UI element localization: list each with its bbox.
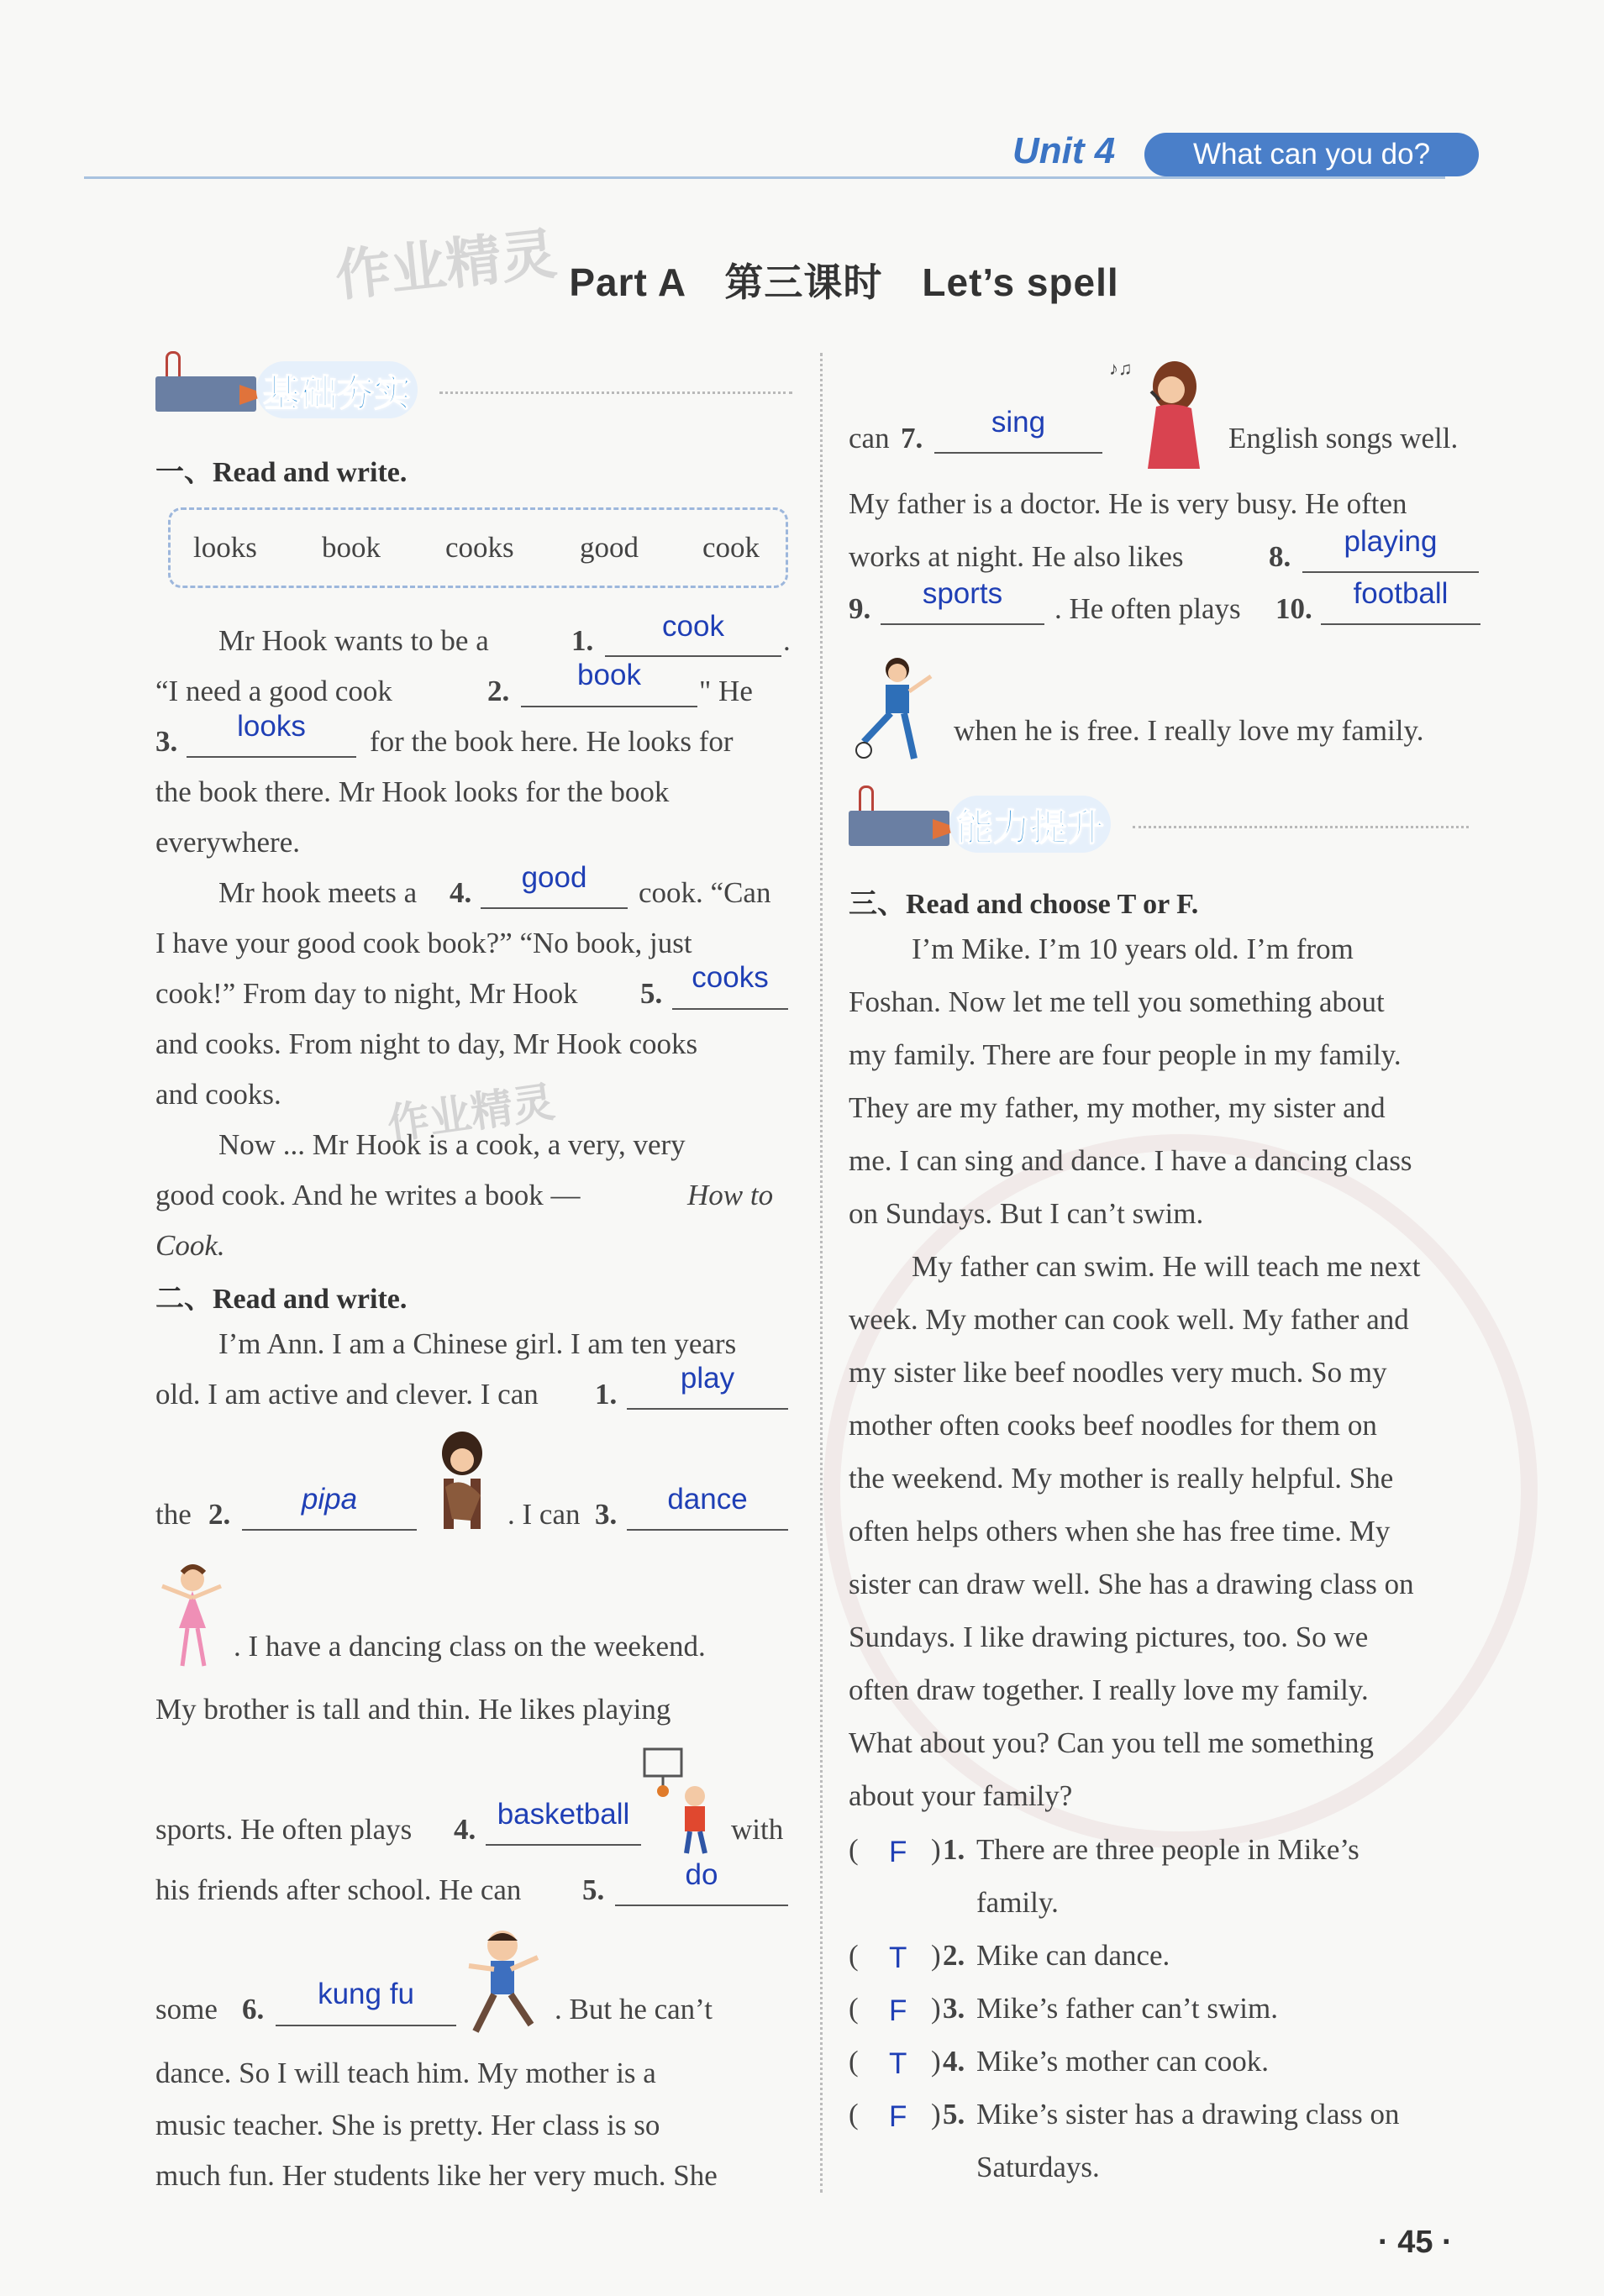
answer-text: dance	[667, 1483, 748, 1516]
blank-number: 5.	[640, 977, 663, 1010]
question-number: 1.	[943, 1833, 965, 1866]
answer-blank	[242, 1529, 417, 1531]
answer-text: playing	[1344, 525, 1438, 558]
passage-line: when he is free. I really love my family.	[954, 714, 1424, 747]
question-number: 3.	[943, 1992, 965, 2025]
answer-text: book	[577, 659, 641, 691]
unit-label: Unit 4	[1012, 130, 1116, 171]
passage-line: I’m Ann. I am a Chinese girl. I am ten years	[218, 1327, 737, 1360]
passage-line: They are my father, my mother, my sister and	[849, 1091, 1386, 1124]
passage-line: me. I can sing and dance. I have a dancing class	[849, 1144, 1412, 1177]
answer-text: cook	[662, 610, 724, 643]
question-text-continued: family.	[976, 1886, 1059, 1919]
passage-line: cook!” From day to night, Mr Hook	[155, 977, 578, 1010]
punctuation: .	[783, 624, 791, 657]
answer-blank	[276, 2025, 456, 2026]
answer-blank	[934, 452, 1102, 454]
passage-line: Now ... Mr Hook is a cook, a very, very	[218, 1128, 686, 1161]
answer-blank	[486, 1844, 641, 1846]
blank-number: 2.	[487, 675, 510, 707]
blank-number: 1.	[571, 624, 594, 657]
answer-text: kung fu	[318, 1978, 414, 2010]
ballet-dancer-illustration	[154, 1561, 231, 1670]
answer-text: looks	[237, 710, 306, 743]
passage-line: good cook. And he writes a book —	[155, 1179, 581, 1211]
answer-blank	[615, 1905, 788, 1906]
passage-line: cook. “Can	[639, 876, 771, 909]
answer-paren-close: )	[931, 1833, 941, 1866]
answer-blank	[881, 623, 1044, 625]
watermark-logo-small: 作业精灵	[384, 1077, 558, 1149]
football-player-illustration	[847, 651, 948, 764]
passage-line: with	[731, 1813, 784, 1846]
answer-paren-open: (	[849, 2098, 859, 2130]
passage-line: sister can draw well. She has a drawing class on	[849, 1568, 1414, 1600]
section-heading-3: 三、Read and choose T or F.	[849, 889, 1199, 920]
passage-line: “I need a good cook	[155, 675, 392, 707]
passage-line: mother often cooks beef noodles for them on	[849, 1409, 1377, 1442]
passage-line: for the book here. He looks for	[370, 725, 734, 758]
answer-paren-close: )	[931, 2098, 941, 2130]
passage-line: the book there. Mr Hook looks for the book	[155, 775, 670, 808]
passage-line: . But he can’t	[555, 1993, 713, 2025]
answer-text: do	[685, 1858, 718, 1891]
word-bank-item: good	[580, 531, 639, 564]
answer-paren-open: (	[849, 2045, 859, 2078]
passage-line: " He	[699, 675, 753, 707]
passage-line: on Sundays. But I can’t swim.	[849, 1197, 1204, 1230]
word-bank-item: book	[322, 531, 381, 564]
passage-line: music teacher. She is pretty. Her class is so	[155, 2109, 660, 2141]
banner-title: 基础夯实	[256, 361, 418, 418]
answer-blank	[627, 1408, 788, 1410]
passage-line: . I have a dancing class on the weekend.	[234, 1630, 706, 1663]
passage-line: everywhere.	[155, 826, 300, 859]
blank-number: 5.	[582, 1873, 605, 1906]
passage-line: and cooks. From night to day, Mr Hook cooks	[155, 1027, 698, 1060]
answer-paren-close: )	[931, 2045, 941, 2078]
passage-line: My brother is tall and thin. He likes playing	[155, 1693, 671, 1726]
passage-line: Mr hook meets a	[218, 876, 418, 909]
passage-line: Sundays. I like drawing pictures, too. So we	[849, 1621, 1369, 1653]
passage-line: the weekend. My mother is really helpful. She	[849, 1462, 1394, 1495]
answer-text: cooks	[692, 961, 769, 994]
question-text: Mike’s father can’t swim.	[976, 1992, 1278, 2025]
passage-line: I have your good cook book?” “No book, just	[155, 927, 692, 959]
passage-line: often draw together. I really love my family.	[849, 1673, 1369, 1706]
blank-number: 9.	[849, 592, 871, 625]
question-number: 5.	[943, 2098, 965, 2130]
blank-number: 3.	[155, 725, 178, 758]
passage-line: . He often plays	[1054, 592, 1241, 625]
book-title: Cook.	[155, 1229, 225, 1262]
question-text-continued: Saturdays.	[976, 2151, 1100, 2183]
section-banner-improve	[849, 785, 1470, 853]
page-title: Part A 第三课时 Let’s spell	[569, 260, 1119, 304]
answer-text: sing	[991, 406, 1046, 439]
blank-number: 2.	[208, 1498, 231, 1531]
word-bank-item: looks	[193, 531, 257, 564]
answer-paren-close: )	[931, 1992, 941, 2025]
passage-line: the	[155, 1498, 192, 1531]
question-text: Mike’s mother can cook.	[976, 2045, 1269, 2078]
answer-blank	[521, 706, 697, 707]
basketball-player-illustration	[643, 1747, 723, 1857]
answer-choice: T	[889, 2047, 907, 2080]
answer-choice: T	[889, 1941, 907, 1974]
passage-line: . I can	[507, 1498, 581, 1531]
answer-paren-open: (	[849, 1833, 859, 1866]
passage-line: dance. So I will teach him. My mother is a	[155, 2057, 656, 2089]
page-number: · 45 ·	[1378, 2225, 1453, 2260]
passage-line: his friends after school. He can	[155, 1873, 522, 1906]
girl-playing-pipa-illustration	[420, 1420, 496, 1537]
answer-text: pipa	[301, 1483, 358, 1516]
question-text: Mike can dance.	[976, 1939, 1170, 1972]
column-divider	[820, 353, 823, 2193]
section-heading-1: 一、Read and write.	[155, 457, 408, 488]
blank-number: 8.	[1269, 540, 1291, 573]
passage-line: What about you? Can you tell me something	[849, 1726, 1375, 1759]
passage-line: sports. He often plays	[155, 1813, 413, 1846]
blank-number: 1.	[595, 1378, 618, 1411]
answer-paren-open: (	[849, 1992, 859, 2025]
passage-line: Foshan. Now let me tell you something about	[849, 985, 1385, 1018]
passage-line: much fun. Her students like her very much. She	[155, 2159, 718, 2192]
answer-blank	[605, 655, 781, 657]
answer-choice: F	[889, 1994, 907, 2027]
answer-choice: F	[889, 2100, 907, 2133]
passage-line: old. I am active and clever. I can	[155, 1378, 539, 1411]
answer-text: basketball	[497, 1798, 630, 1831]
word-bank-item: cooks	[445, 531, 514, 564]
svg-text:♪♫: ♪♫	[1109, 358, 1133, 379]
question-text: Mike’s sister has a drawing class on	[976, 2098, 1400, 2130]
answer-text: football	[1353, 577, 1449, 610]
passage-line: Mr Hook wants to be a	[218, 624, 489, 657]
answer-blank	[672, 1008, 788, 1010]
blank-number: 4.	[454, 1813, 476, 1846]
passage-line: can	[849, 422, 890, 454]
question-number: 2.	[943, 1939, 965, 1972]
banner-dots	[1133, 826, 1469, 828]
answer-text: play	[680, 1362, 735, 1395]
blank-number: 4.	[450, 876, 472, 909]
bookshelf-icon	[155, 376, 256, 412]
word-bank-item: cook	[702, 531, 760, 564]
banner-dots	[439, 391, 792, 394]
answer-paren-close: )	[931, 1939, 941, 1972]
watermark-logo: 作业精灵	[332, 221, 560, 309]
answer-blank	[1321, 623, 1480, 625]
passage-line: My father is a doctor. He is very busy. He often	[849, 487, 1407, 520]
section-heading-2: 二、Read and write.	[155, 1284, 408, 1315]
question-number: 4.	[943, 2045, 965, 2078]
passage-line: week. My mother can cook well. My father and	[849, 1303, 1409, 1336]
answer-blank	[1302, 571, 1479, 573]
passage-line: I’m Mike. I’m 10 years old. I’m from	[912, 933, 1354, 965]
passage-line: often helps others when she has free time. My	[849, 1515, 1391, 1547]
blank-number: 3.	[595, 1498, 618, 1531]
answer-blank	[481, 907, 628, 909]
passage-line: works at night. He also likes	[849, 540, 1184, 573]
book-title: How to	[687, 1179, 774, 1211]
bookshelf-icon	[849, 811, 949, 846]
question-text: There are three people in Mike’s	[976, 1833, 1359, 1866]
answer-blank	[187, 756, 356, 758]
banner-title: 能力提升	[949, 796, 1111, 853]
passage-line: My father can swim. He will teach me next	[912, 1250, 1421, 1283]
header-divider	[84, 176, 1445, 179]
answer-paren-open: (	[849, 1939, 859, 1972]
passage-line: my family. There are four people in my family.	[849, 1038, 1402, 1071]
passage-line: some	[155, 1993, 218, 2025]
kung-fu-boy-illustration	[460, 1924, 544, 2037]
section-banner-basic	[155, 351, 794, 418]
answer-blank	[627, 1529, 788, 1531]
blank-number: 7.	[901, 422, 923, 454]
blank-number: 6.	[242, 1993, 265, 2025]
answer-choice: F	[889, 1836, 907, 1868]
blank-number: 10.	[1275, 592, 1312, 625]
passage-line: about your family?	[849, 1779, 1073, 1812]
passage-line: English songs well.	[1228, 422, 1459, 454]
unit-title-badge: What can you do?	[1144, 133, 1479, 176]
answer-text: good	[521, 861, 587, 894]
answer-text: sports	[922, 577, 1003, 610]
passage-line: and cooks.	[155, 1078, 281, 1111]
passage-line: my sister like beef noodles very much. So my	[849, 1356, 1387, 1389]
singer-illustration	[1107, 353, 1217, 470]
